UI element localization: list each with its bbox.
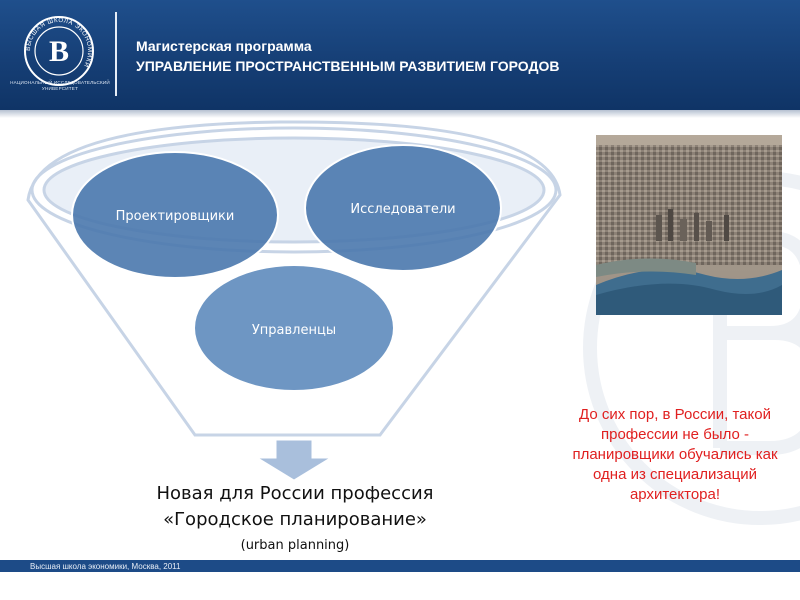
logo-caption: НАЦИОНАЛЬНЫЙ ИССЛЕДОВАТЕЛЬСКИЙ УНИВЕРСИТЕТ [10, 80, 110, 91]
hse-logo [22, 14, 96, 88]
header-divider [115, 12, 117, 96]
footer-text: Высшая школа экономики, Москва, 2011 [30, 562, 181, 571]
circle-managers-label: Управленцы [251, 323, 337, 338]
circle-planners-label: Проектировщики [115, 209, 235, 224]
circle-researchers-label: Исследователи [350, 202, 456, 217]
program-title: УПРАВЛЕНИЕ ПРОСТРАНСТВЕННЫМ РАЗВИТИЕМ ГОРОДОВ [136, 58, 560, 74]
svg-text:В: В [48, 35, 70, 68]
down-arrow [258, 440, 330, 480]
header-bar [0, 0, 800, 110]
result-line-2: «Городское планирование» [163, 509, 427, 530]
logo-ring-text: ВЫСШАЯ ШКОЛА ЭКОНОМИКИ [24, 16, 94, 69]
result-line-1: Новая для России профессия [156, 483, 434, 504]
city-aerial-photo [596, 135, 782, 315]
result-line-3: (urban planning) [240, 538, 350, 553]
program-label: Магистерская программа [136, 38, 312, 54]
note-text: До сих пор, в России, такой профессии не было - планировщики обучались как одна из специализаций архитектора! [572, 406, 778, 503]
